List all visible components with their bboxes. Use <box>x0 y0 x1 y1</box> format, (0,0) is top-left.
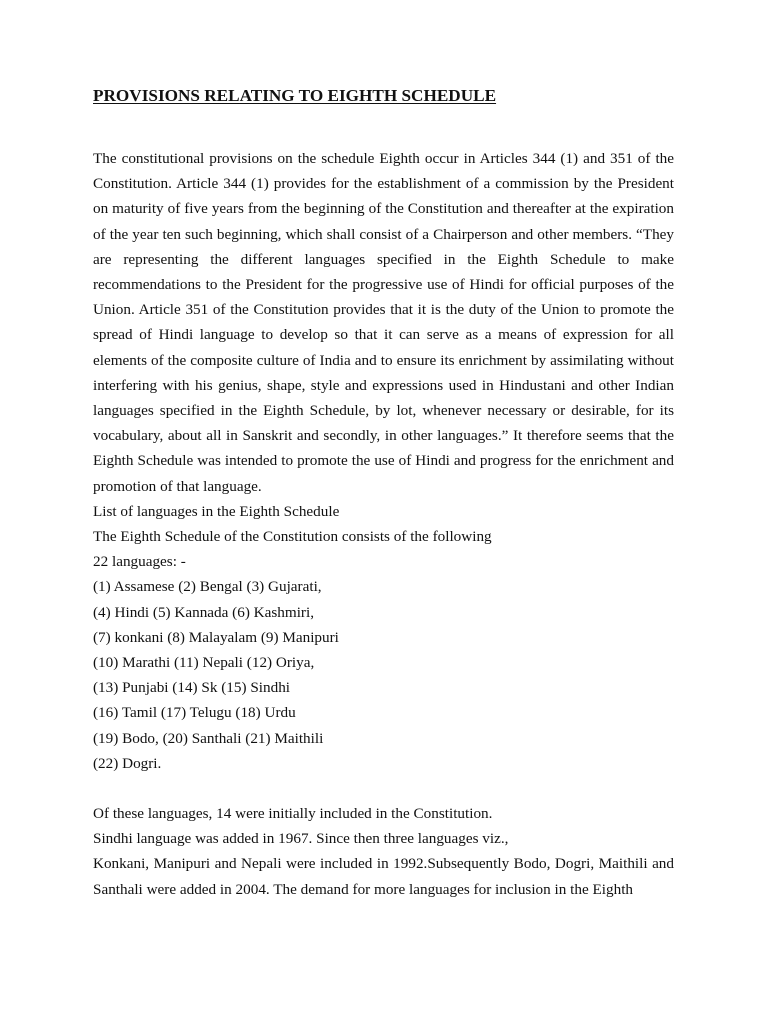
document-body <box>93 146 674 902</box>
list-intro: The Eighth Schedule of the Constitution consists of the following <box>93 528 492 546</box>
language-list-line: (19) Bodo, (20) Santhali (21) Maithili <box>93 729 324 747</box>
closing-paragraph: Konkani, Manipuri and Nepali were included in 1992.Subsequently Bodo, Dogri, Maithili and Santhali were added in 2004. The demand for more languages for inclusion in the Eighth <box>93 855 674 898</box>
language-list-line: (1) Assamese (2) Bengal (3) Gujarati, <box>93 578 322 596</box>
closing-line: Of these languages, 14 were initially included in the Constitution. <box>93 805 493 823</box>
paragraph-spacer <box>93 776 674 801</box>
main-paragraph: The constitutional provisions on the schedule Eighth occur in Articles 344 (1) and 351 of the Constitution. Article 344 (1) provides for the establishment of a commission by the President on maturity of five years from the beginning of the Constitution and thereafter at the expiration of the year ten such beginning, which shall consist of a Chairperson and other members. “They are representing the different languages specified in the Eighth Schedule to make recommendations to the President for the progressive use of Hindi for official purposes of the Union. Article 351 of the Constitution provides that it is the duty of the Union to promote the spread of Hindi language to develop so that it can serve as a means of expression for all elements of the composite culture of India and to ensure its enrichment by assimilating without interfering with his genius, shape, style and expressions used in Hindustani and other Indian languages specified in the Eighth Schedule, by lot, whenever necessary or desirable, for its vocabulary, about all in Sanskrit and secondly, in other languages.” It therefore seems that the Eighth Schedule was intended to promote the use of Hindi and progress for the enrichment and promotion of that language. <box>93 150 674 495</box>
list-count: 22 languages: - <box>93 553 186 571</box>
language-list-line: (4) Hindi (5) Kannada (6) Kashmiri, <box>93 603 314 621</box>
language-list-line: (7) konkani (8) Malayalam (9) Manipuri <box>93 628 339 646</box>
language-list <box>93 574 674 776</box>
closing-line: Sindhi language was added in 1967. Since then three languages viz., <box>93 830 509 848</box>
language-list-line: (22) Dogri. <box>93 754 162 772</box>
language-list-line: (10) Marathi (11) Nepali (12) Oriya, <box>93 654 315 672</box>
list-heading: List of languages in the Eighth Schedule <box>93 502 340 520</box>
document-title: PROVISIONS RELATING TO EIGHTH SCHEDULE <box>93 86 497 105</box>
language-list-line: (13) Punjabi (14) Sk (15) Sindhi <box>93 679 291 697</box>
language-list-line: (16) Tamil (17) Telugu (18) Urdu <box>93 704 296 722</box>
